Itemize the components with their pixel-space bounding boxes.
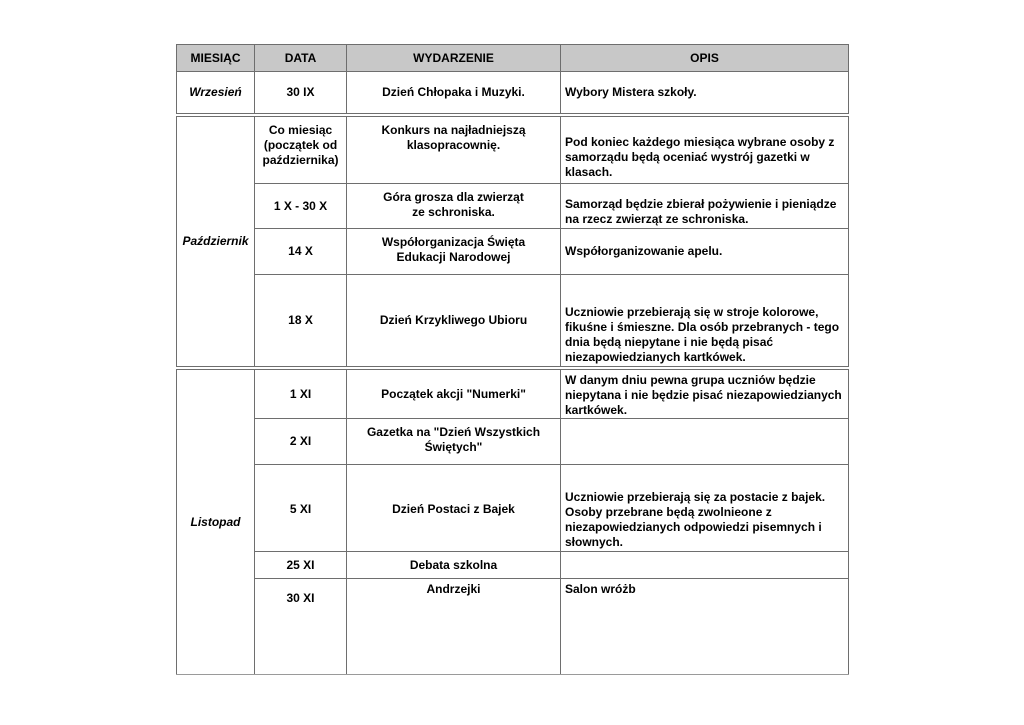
event-text: Początek akcji "Numerki" bbox=[381, 386, 526, 401]
table-row-date bbox=[254, 418, 347, 465]
date-text: 30 XI bbox=[286, 591, 315, 605]
table-row-event bbox=[346, 116, 561, 184]
table-row-date bbox=[254, 71, 347, 114]
date-text: Co miesiąc (początek od października) bbox=[262, 123, 339, 167]
date-text: 5 XI bbox=[289, 502, 312, 516]
date-text: 18 X bbox=[288, 313, 313, 327]
header-desc-label: OPIS bbox=[690, 50, 719, 65]
table-row-event bbox=[346, 183, 561, 229]
month-separator bbox=[176, 366, 849, 367]
table-row-desc bbox=[560, 551, 849, 579]
table-row-event bbox=[346, 369, 561, 419]
table-row-date bbox=[254, 183, 347, 229]
month-cell-october bbox=[176, 116, 255, 367]
event-text: Współorganizacja Święta Edukacji Narodowej bbox=[381, 235, 526, 264]
table-row-desc bbox=[560, 116, 849, 184]
desc-text: Samorząd będzie zbierał pożywienie i pieniądze na rzecz zwierząt ze schroniska. bbox=[565, 197, 837, 226]
month-cell-september bbox=[176, 71, 255, 114]
table-bottom-line bbox=[176, 674, 849, 675]
date-text: 25 XI bbox=[286, 557, 315, 572]
header-date bbox=[254, 44, 347, 72]
table-row-event bbox=[346, 71, 561, 114]
table-row-date bbox=[254, 228, 347, 275]
header-desc bbox=[560, 44, 849, 72]
date-text: 2 XI bbox=[289, 434, 312, 448]
table-row-event bbox=[346, 578, 561, 675]
table-row-event bbox=[346, 551, 561, 579]
table-row-date bbox=[254, 274, 347, 367]
table-row-desc bbox=[560, 183, 849, 229]
events-table bbox=[176, 44, 849, 675]
table-row-event bbox=[346, 418, 561, 465]
date-text: 1 XI bbox=[289, 386, 312, 401]
desc-text: Pod koniec każdego miesiąca wybrane osoby z samorządu będą oceniać wystrój gazetki w klasach. bbox=[565, 135, 835, 179]
table-row-date bbox=[254, 551, 347, 579]
table-row-desc bbox=[560, 418, 849, 465]
table-row-event bbox=[346, 228, 561, 275]
table-row-desc bbox=[560, 578, 849, 675]
desc-text: Wybory Mistera szkoły. bbox=[565, 85, 697, 99]
table-row-date bbox=[254, 578, 347, 675]
desc-text: Uczniowie przebierają się za postacie z bajek. Osoby przebrane będą zwolnieone z niezapowiedzianych odpowiedzi pisemnych i słownych. bbox=[565, 490, 826, 549]
table-row-desc bbox=[560, 369, 849, 419]
event-text: Debata szkolna bbox=[409, 557, 498, 572]
table-row-date bbox=[254, 464, 347, 552]
event-text: Góra grosza dla zwierząt ze schroniska. bbox=[383, 190, 524, 219]
desc-text: Uczniowie przebierają się w stroje kolorowe, fikuśne i śmieszne. Dla osób przebranych - tego dnia będą niepytane i nie będą pisać niezapowiedzianych kartkówek. bbox=[565, 305, 840, 364]
date-text: 30 IX bbox=[286, 85, 315, 99]
table-row-date bbox=[254, 369, 347, 419]
event-text: Dzień Krzykliwego Ubioru bbox=[379, 313, 528, 327]
month-cell-november bbox=[176, 369, 255, 675]
month-label: Wrzesień bbox=[189, 85, 242, 99]
table-row-event bbox=[346, 274, 561, 367]
date-text: 14 X bbox=[288, 244, 313, 258]
desc-text: W danym dniu pewna grupa uczniów będzie niepytana i nie będzie pisać niezapowiedzianych kartkówek. bbox=[565, 373, 842, 417]
table-row-desc bbox=[560, 228, 849, 275]
header-month-label: MIESIĄC bbox=[190, 50, 241, 65]
desc-text: Salon wróżb bbox=[565, 582, 636, 596]
event-text: Konkurs na najładniejszą klasopracownię. bbox=[381, 123, 526, 152]
month-label: Październik bbox=[182, 234, 249, 248]
table-row-event bbox=[346, 464, 561, 552]
event-text: Dzień Postaci z Bajek bbox=[392, 502, 515, 516]
table-row-date bbox=[254, 116, 347, 184]
event-text: Dzień Chłopaka i Muzyki. bbox=[382, 85, 525, 99]
month-separator bbox=[176, 113, 849, 114]
date-text: 1 X - 30 X bbox=[273, 198, 328, 213]
table-row-desc bbox=[560, 274, 849, 367]
table-row-desc bbox=[560, 464, 849, 552]
month-label: Listopad bbox=[190, 514, 241, 529]
event-text: Gazetka na "Dzień Wszystkich Świętych" bbox=[366, 425, 541, 454]
header-event bbox=[346, 44, 561, 72]
table-row-desc bbox=[560, 71, 849, 114]
header-date-label: DATA bbox=[284, 50, 317, 65]
desc-text: Współorganizowanie apelu. bbox=[565, 244, 723, 258]
header-event-label: WYDARZENIE bbox=[413, 50, 494, 65]
event-text: Andrzejki bbox=[426, 582, 481, 596]
header-month bbox=[176, 44, 255, 72]
